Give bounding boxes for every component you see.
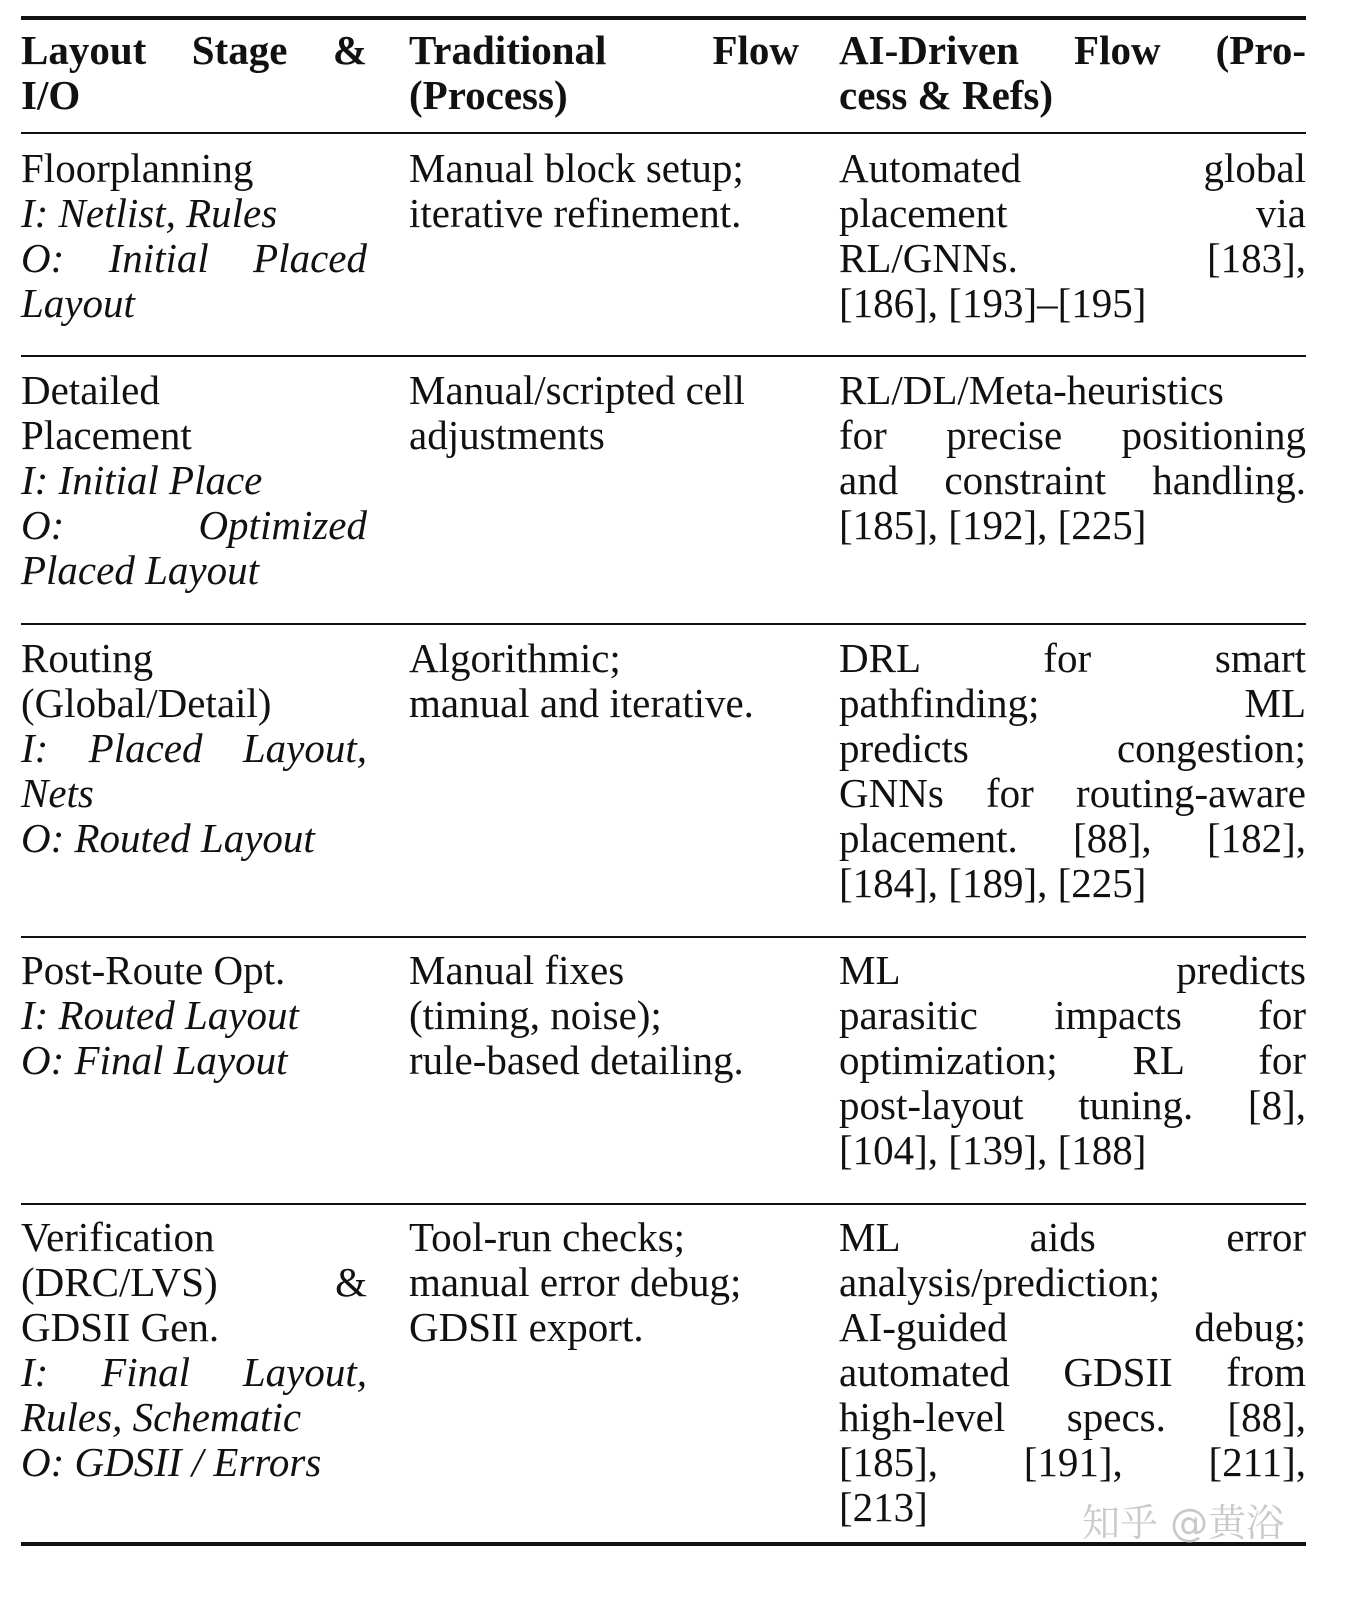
traditional-text: Algorithmic; bbox=[409, 635, 621, 681]
traditional-text: manual and iterative. bbox=[409, 680, 754, 726]
traditional-text: (timing, noise); bbox=[409, 992, 662, 1038]
table-top-rule bbox=[21, 16, 1306, 20]
stage-output: O: Initial Placed bbox=[21, 235, 367, 281]
ai-text: high-level specs. [88], bbox=[839, 1394, 1306, 1440]
stage-output: Placed Layout bbox=[21, 547, 259, 593]
stage-output: O: Optimized bbox=[21, 502, 367, 548]
traditional-flow-cell bbox=[409, 146, 799, 236]
traditional-flow-cell bbox=[409, 368, 799, 458]
stage-output: O: Final Layout bbox=[21, 1037, 288, 1083]
ai-text: DRL for smart bbox=[839, 635, 1306, 681]
ai-text: analysis/prediction; bbox=[839, 1259, 1161, 1305]
stage-name: Detailed bbox=[21, 367, 160, 413]
ai-text: placement via bbox=[839, 190, 1306, 236]
stage-name: Floorplanning bbox=[21, 145, 254, 191]
ai-text: [184], [189], [225] bbox=[839, 860, 1147, 906]
stage-input: I: Netlist, Rules bbox=[21, 190, 278, 236]
ai-text: and constraint handling. bbox=[839, 457, 1306, 503]
ai-text: optimization; RL for bbox=[839, 1037, 1306, 1083]
layout-stage-cell bbox=[21, 636, 367, 861]
header-text: (Process) bbox=[409, 72, 568, 118]
stage-name: (Global/Detail) bbox=[21, 680, 272, 726]
ai-text: [185], [191], [211], bbox=[839, 1439, 1306, 1485]
ai-text: post-layout tuning. [8], bbox=[839, 1082, 1306, 1128]
stage-name: GDSII Gen. bbox=[21, 1304, 220, 1350]
header-traditional-flow bbox=[409, 28, 799, 118]
ai-text: GNNs for routing-aware bbox=[839, 770, 1306, 816]
traditional-text: GDSII export. bbox=[409, 1304, 644, 1350]
ai-text: ML aids error bbox=[839, 1214, 1306, 1260]
ai-text: parasitic impacts for bbox=[839, 992, 1306, 1038]
traditional-text: rule-based detailing. bbox=[409, 1037, 744, 1083]
ai-text: ML predicts bbox=[839, 947, 1306, 993]
row-divider bbox=[21, 623, 1306, 625]
traditional-flow-cell bbox=[409, 636, 799, 726]
layout-stage-cell bbox=[21, 146, 367, 326]
header-ai-driven-flow bbox=[839, 28, 1306, 118]
traditional-text: iterative refinement. bbox=[409, 190, 742, 236]
ai-text: [104], [139], [188] bbox=[839, 1127, 1147, 1173]
header-text: Layout Stage & bbox=[21, 27, 367, 73]
ai-text: Automated global bbox=[839, 145, 1306, 191]
ai-flow-cell bbox=[839, 948, 1306, 1173]
ai-text: pathfinding; ML bbox=[839, 680, 1306, 726]
ai-text: placement. [88], [182], bbox=[839, 815, 1306, 861]
traditional-text: Tool-run checks; bbox=[409, 1214, 686, 1260]
layout-stage-cell bbox=[21, 368, 367, 593]
stage-output: Layout bbox=[21, 280, 135, 326]
header-text: Traditional Flow bbox=[409, 27, 799, 73]
traditional-text: manual error debug; bbox=[409, 1259, 742, 1305]
header-text: AI-Driven Flow (Pro- bbox=[839, 27, 1306, 73]
stage-input: Nets bbox=[21, 770, 94, 816]
ai-flow-cell bbox=[839, 636, 1306, 906]
stage-output: O: Routed Layout bbox=[21, 815, 315, 861]
ai-flow-cell bbox=[839, 146, 1306, 326]
row-divider bbox=[21, 1203, 1306, 1205]
row-divider bbox=[21, 355, 1306, 357]
stage-name: (DRC/LVS) & bbox=[21, 1259, 367, 1305]
ai-text: [186], [193]–[195] bbox=[839, 280, 1147, 326]
traditional-flow-cell bbox=[409, 948, 799, 1083]
stage-input: I: Routed Layout bbox=[21, 992, 299, 1038]
stage-name: Verification bbox=[21, 1214, 215, 1260]
stage-name: Routing bbox=[21, 635, 154, 681]
ai-text: AI-guided debug; bbox=[839, 1304, 1306, 1350]
ai-text: predicts congestion; bbox=[839, 725, 1306, 771]
traditional-text: Manual block setup; bbox=[409, 145, 744, 191]
stage-input: I: Placed Layout, bbox=[21, 725, 367, 771]
ai-text: for precise positioning bbox=[839, 412, 1306, 458]
header-text: I/O bbox=[21, 72, 81, 118]
ai-flow-cell bbox=[839, 368, 1306, 548]
header-bottom-rule bbox=[21, 132, 1306, 134]
ai-flow-cell bbox=[839, 1215, 1306, 1530]
row-divider bbox=[21, 936, 1306, 938]
header-text: cess & Refs) bbox=[839, 72, 1054, 118]
traditional-text: adjustments bbox=[409, 412, 605, 458]
ai-text: [185], [192], [225] bbox=[839, 502, 1147, 548]
layout-stage-cell bbox=[21, 1215, 367, 1485]
stage-output: O: GDSII / Errors bbox=[21, 1439, 322, 1485]
ai-text: RL/DL/Meta-heuristics bbox=[839, 367, 1224, 413]
stage-input: Rules, Schematic bbox=[21, 1394, 302, 1440]
stage-input: I: Final Layout, bbox=[21, 1349, 367, 1395]
stage-name: Placement bbox=[21, 412, 192, 458]
traditional-text: Manual/scripted cell bbox=[409, 367, 745, 413]
header-layout-stage bbox=[21, 28, 367, 118]
ai-text: [213] bbox=[839, 1484, 928, 1530]
ai-text: automated GDSII from bbox=[839, 1349, 1306, 1395]
ai-text: RL/GNNs. [183], bbox=[839, 235, 1306, 281]
stage-name: Post-Route Opt. bbox=[21, 947, 286, 993]
stage-input: I: Initial Place bbox=[21, 457, 263, 503]
traditional-flow-cell bbox=[409, 1215, 799, 1350]
watermark-text: 知乎 @黄浴 bbox=[1082, 1501, 1285, 1545]
traditional-text: Manual fixes bbox=[409, 947, 625, 993]
layout-stage-cell bbox=[21, 948, 367, 1083]
